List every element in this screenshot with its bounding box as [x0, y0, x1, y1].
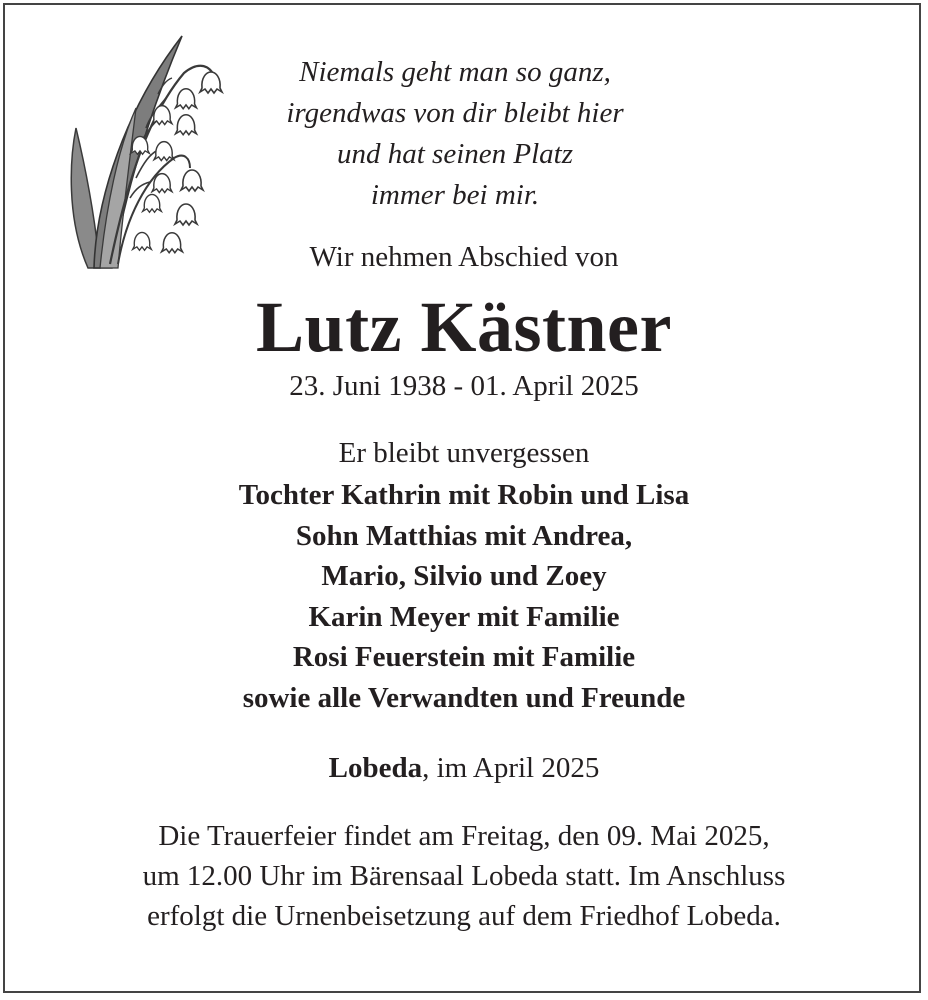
deceased-name: Lutz Kästner: [256, 287, 672, 367]
poem-line: immer bei mir.: [370, 179, 540, 211]
life-dates: 23. Juni 1938 - 01. April 2025: [289, 370, 639, 402]
funeral-line: um 12.00 Uhr im Bärensaal Lobeda statt. Im Anschluss: [142, 860, 786, 892]
funeral-info: [0, 816, 928, 936]
mourner-line: Mario, Silvio und Zoey: [321, 560, 607, 592]
remembrance-text: Er bleibt unvergessen: [338, 437, 590, 469]
funeral-line: erfolgt die Urnenbeisetzung auf dem Friedhof Lobeda.: [147, 900, 781, 932]
poem-line: und hat seinen Platz: [336, 138, 573, 170]
mourner-line: Karin Meyer mit Familie: [308, 600, 620, 633]
funeral-line: Die Trauerfeier findet am Freitag, den 09. Mai 2025,: [158, 820, 770, 852]
poem: [220, 52, 690, 216]
poem-line: irgendwas von dir bleibt hier: [286, 97, 624, 129]
poem-line: Niemals geht man so ganz,: [299, 56, 611, 88]
mourner-line: Rosi Feuerstein mit Familie: [292, 641, 636, 673]
place-town: Lobeda: [328, 752, 423, 784]
intro-text: Wir nehmen Abschied von: [309, 241, 619, 273]
mourner-line: Sohn Matthias mit Andrea,: [295, 519, 633, 552]
mourner-line: sowie alle Verwandten und Freunde: [242, 681, 686, 714]
place-date: , im April 2025: [422, 752, 600, 784]
place-date-line: [0, 748, 928, 788]
mourners-list: [0, 475, 928, 718]
mourner-line: Tochter Kathrin mit Robin und Lisa: [238, 479, 690, 511]
